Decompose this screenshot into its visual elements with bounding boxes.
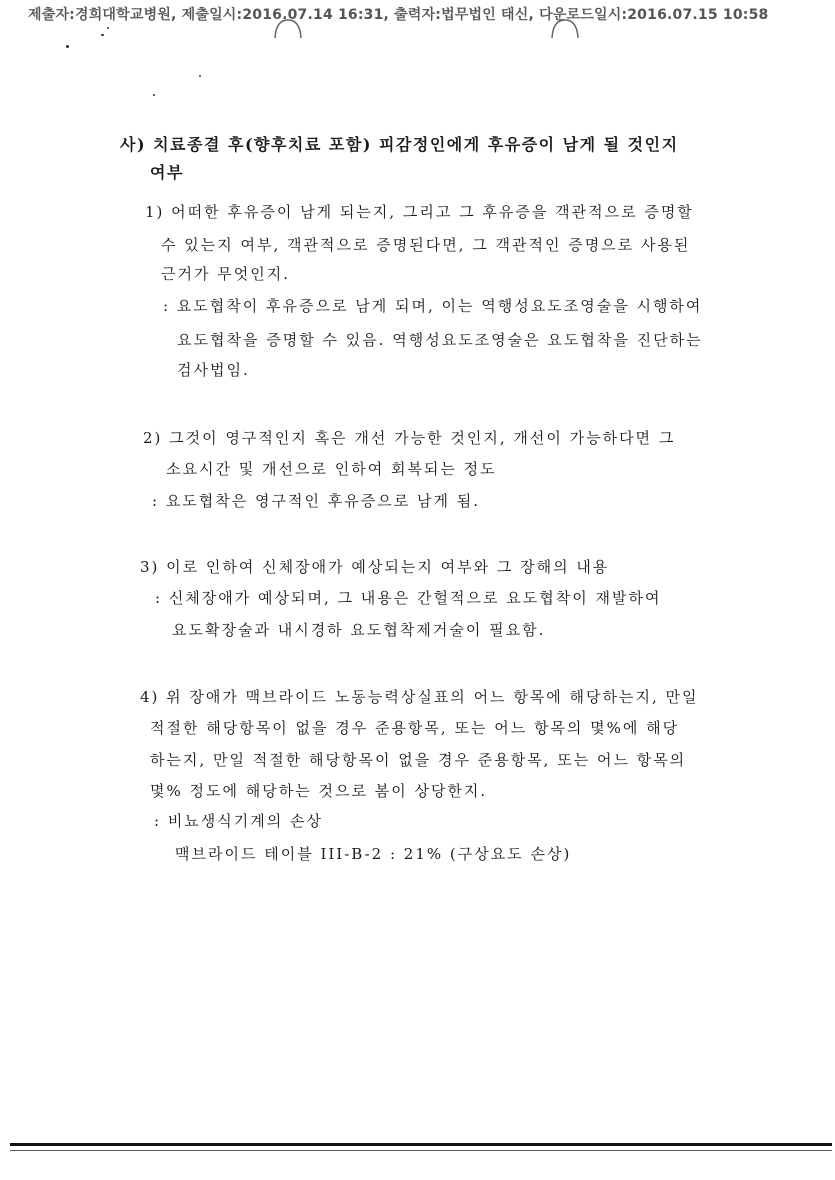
question-1-line-2: 수 있는지 여부, 객관적으로 증명된다면, 그 객관적인 증명으로 사용된: [161, 236, 691, 254]
question-4-line-3: 하는지, 만일 적절한 해당항목이 없을 경우 준용항목, 또는 어느 항목의: [150, 751, 687, 769]
question-3-line-1: 3) 이로 인하여 신체장애가 예상되는지 여부와 그 장해의 내용: [140, 558, 610, 576]
answer-1-line-1: : 요도협착이 후유증으로 남게 되며, 이는 역행성요도조영술을 시행하여: [163, 297, 703, 315]
answer-1-line-3: 검사법임.: [177, 361, 250, 379]
answer-2-line-1: : 요도협착은 영구적인 후유증으로 남게 됨.: [152, 492, 480, 510]
scan-speck: [66, 45, 69, 48]
scan-speck: [153, 94, 155, 96]
bottom-border-line-thin: [10, 1150, 832, 1151]
scan-speck: [107, 27, 109, 29]
section-title-line-2: 여부: [150, 163, 184, 182]
question-4-line-2: 적절한 해당항목이 없을 경우 준용항목, 또는 어느 항목의 몇%에 해당: [150, 719, 680, 737]
answer-1-line-2: 요도협착을 증명할 수 있음. 역행성요도조영술은 요도협착을 진단하는: [177, 331, 703, 349]
answer-4-line-1: : 비뇨생식기계의 손상: [154, 812, 324, 830]
answer-3-line-1: : 신체장애가 예상되며, 그 내용은 간헐적으로 요도협착이 재발하여: [155, 589, 662, 607]
scan-speck: [101, 34, 104, 36]
answer-3-line-2: 요도확장술과 내시경하 요도협착제거술이 필요함.: [172, 621, 546, 639]
document-submission-header: 제출자:경희대학교병원, 제출일시:2016.07.14 16:31, 출력자:법무법인 태신, 다운로드일시:2016.07.15 10:58: [28, 7, 769, 23]
question-4-line-1: 4) 위 장애가 맥브라이드 노동능력상실표의 어느 항목에 해당하는지, 만일: [140, 688, 699, 706]
hole-punch-mark-left: [272, 18, 304, 40]
answer-4-line-2: 맥브라이드 테이블 III-B-2 : 21% (구상요도 손상): [175, 845, 572, 863]
question-1-line-3: 근거가 무엇인지.: [161, 265, 290, 283]
question-1-line-1: 1) 어떠한 후유증이 남게 되는지, 그리고 그 후유증을 객관적으로 증명할: [145, 203, 694, 221]
bottom-border-line: [10, 1143, 832, 1146]
hole-punch-mark-right: [549, 18, 581, 40]
section-title-line-1: 사) 치료종결 후(향후치료 포함) 피감정인에게 후유증이 남게 될 것인지: [120, 135, 679, 154]
question-2-line-2: 소요시간 및 개선으로 인하여 회복되는 정도: [166, 460, 497, 478]
question-2-line-1: 2) 그것이 영구적인지 혹은 개선 가능한 것인지, 개선이 가능하다면 그: [143, 429, 676, 447]
question-4-line-4: 몇% 정도에 해당하는 것으로 봄이 상당한지.: [150, 782, 488, 800]
scan-speck: [199, 75, 201, 77]
